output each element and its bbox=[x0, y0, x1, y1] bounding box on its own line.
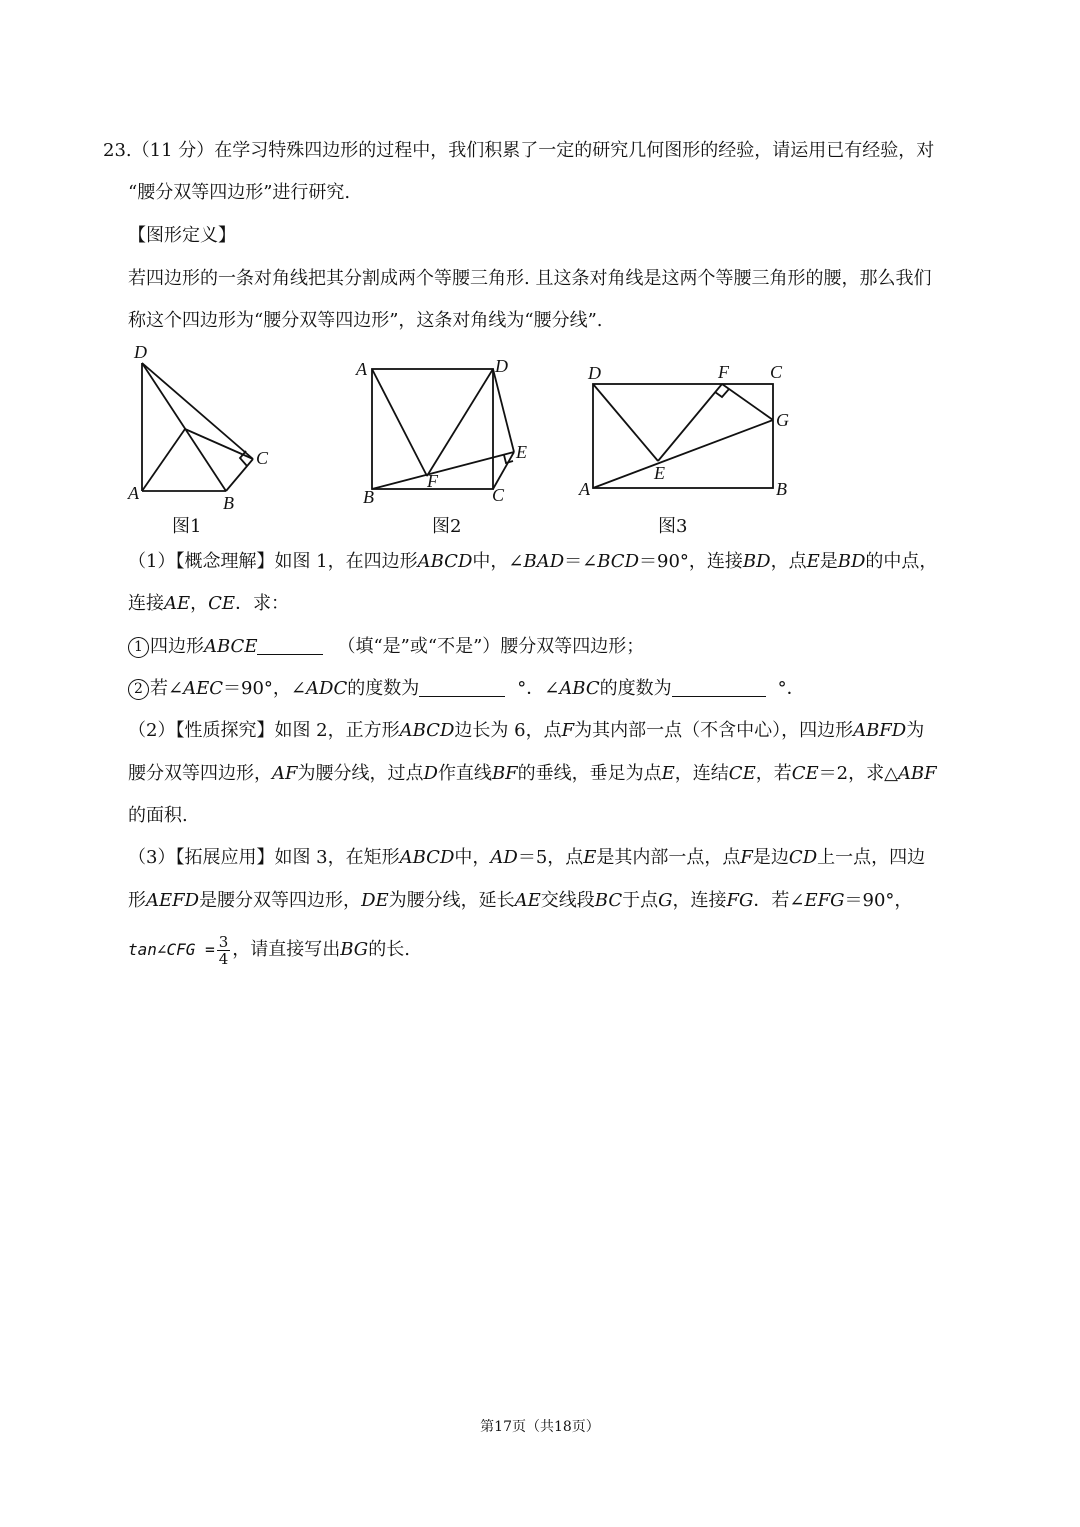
part3-line-1 bbox=[128, 846, 925, 870]
math-var: ABCD bbox=[399, 847, 455, 868]
math-var: F bbox=[561, 720, 575, 741]
math-var: BCD bbox=[597, 551, 640, 572]
text: 是边 bbox=[752, 847, 789, 868]
definition-line-1: 若四边形的一条对角线把其分割成两个等腰三角形. 且这条对角线是这两个等腰三角形的腰，那么我们 bbox=[128, 268, 932, 289]
fig1-label-A: A bbox=[128, 483, 139, 503]
definition-line-2: 称这个四边形为“腰分双等四边形”，这条对角线为“腰分线”. bbox=[128, 310, 603, 331]
problem-line-2: “腰分双等四边形”进行研究. bbox=[128, 182, 351, 203]
fig2-label-E: E bbox=[516, 442, 527, 462]
text: 上一点，四边 bbox=[817, 847, 926, 868]
text: 交线段 bbox=[540, 890, 595, 911]
math-var: E bbox=[583, 847, 597, 868]
text: ＝90°， bbox=[844, 890, 913, 911]
fig3-label-B: B bbox=[776, 479, 787, 499]
math-var: CD bbox=[788, 847, 818, 868]
figure-3-caption: 图3 bbox=[658, 516, 688, 537]
math-var: AF bbox=[272, 763, 298, 784]
part1-line-2 bbox=[128, 592, 289, 616]
text: 四边形 bbox=[150, 636, 204, 657]
part3-line-3 bbox=[128, 932, 410, 968]
math-var: AD bbox=[490, 847, 518, 868]
text: °． bbox=[777, 678, 805, 699]
math-var: BC bbox=[594, 890, 623, 911]
text: 连接 bbox=[128, 593, 164, 614]
math-var: AE bbox=[514, 890, 541, 911]
fraction-three-quarters bbox=[217, 934, 231, 967]
text: 是 bbox=[819, 551, 838, 572]
text: 中， bbox=[454, 847, 491, 868]
text: ，请直接写出 bbox=[232, 939, 341, 960]
text: 的垂线，垂足为点 bbox=[517, 763, 662, 784]
circled-number-2: 2 bbox=[128, 679, 149, 700]
fig2-label-B: B bbox=[363, 487, 374, 507]
section-heading-definition: 【图形定义】 bbox=[128, 225, 236, 246]
part2-line-2 bbox=[128, 762, 937, 786]
text: 若∠ bbox=[150, 678, 184, 699]
part2-line-3: 的面积. bbox=[128, 805, 188, 826]
math-var: ABCD bbox=[417, 551, 473, 572]
text: ，连结 bbox=[674, 763, 729, 784]
part3-line-2 bbox=[128, 889, 912, 913]
page-footer: 第17页（共18页） bbox=[480, 1419, 600, 1435]
fraction-denominator: 4 bbox=[218, 949, 229, 968]
text: ．若∠ bbox=[753, 890, 805, 911]
fig1-label-B: B bbox=[223, 493, 234, 513]
math-var: BF bbox=[491, 763, 518, 784]
answer-blank-1[interactable] bbox=[257, 636, 323, 655]
fig3-label-C: C bbox=[770, 362, 783, 382]
text: °．∠ bbox=[517, 678, 560, 699]
text: 作直线 bbox=[437, 763, 492, 784]
text: 为腰分线，过点 bbox=[297, 763, 424, 784]
text: ，若 bbox=[755, 763, 792, 784]
text: 的度数为 bbox=[347, 678, 420, 699]
text: ，连接 bbox=[672, 890, 727, 911]
math-var: ABCD bbox=[399, 720, 455, 741]
text: ＝90°，连接 bbox=[639, 551, 743, 572]
part1-question-2 bbox=[128, 677, 805, 701]
math-var: ADC bbox=[306, 678, 348, 699]
problem-line-1: 23.（11 分）在学习特殊四边形的过程中，我们积累了一定的研究几何图形的经验，请运用已有经验，对 bbox=[103, 140, 935, 161]
math-var: AEC bbox=[183, 678, 224, 699]
text: （2）【性质探究】如图 2，正方形 bbox=[128, 720, 400, 741]
text: ， bbox=[190, 593, 209, 614]
figure-3-diagram bbox=[570, 358, 800, 508]
fraction-numerator: 3 bbox=[218, 932, 229, 951]
fig3-label-A: A bbox=[579, 479, 590, 499]
math-var: ABCE bbox=[204, 636, 258, 657]
text: 形 bbox=[128, 890, 146, 911]
fig3-label-F: F bbox=[718, 362, 729, 382]
text: ．求： bbox=[235, 593, 290, 614]
text: （1）【概念理解】如图 1，在四边形 bbox=[128, 551, 418, 572]
answer-blank-3[interactable] bbox=[672, 678, 766, 697]
answer-blank-2[interactable] bbox=[419, 678, 505, 697]
fig3-label-D: D bbox=[588, 363, 601, 383]
figure-2-diagram bbox=[350, 348, 540, 518]
fig3-label-E: E bbox=[654, 463, 665, 483]
text: 边长为 6，点 bbox=[454, 720, 562, 741]
math-var: ABF bbox=[897, 763, 937, 784]
fig2-label-A: A bbox=[356, 359, 367, 379]
fig1-label-C: C bbox=[256, 448, 269, 468]
math-var: CE bbox=[208, 593, 236, 614]
text: ，点 bbox=[770, 551, 807, 572]
part1-question-1 bbox=[128, 635, 644, 659]
text: ＝5，点 bbox=[517, 847, 584, 868]
math-var: CE bbox=[791, 763, 819, 784]
math-var: BG bbox=[340, 939, 369, 960]
math-var: EFG bbox=[804, 890, 845, 911]
fig2-label-C: C bbox=[492, 485, 505, 505]
text: ＝90°，∠ bbox=[223, 678, 307, 699]
fig2-label-F: F bbox=[427, 471, 438, 491]
text: 为其内部一点（不含中心），四边形 bbox=[574, 720, 854, 741]
text: 是其内部一点，点 bbox=[596, 847, 741, 868]
text: 于点 bbox=[622, 890, 659, 911]
figure-1-caption: 图1 bbox=[172, 516, 202, 537]
text: 中，∠ bbox=[472, 551, 524, 572]
part2-line-1 bbox=[128, 719, 924, 743]
math-var: E bbox=[661, 763, 675, 784]
text: 为 bbox=[906, 720, 925, 741]
math-var: BD bbox=[837, 551, 866, 572]
figure-1-diagram bbox=[120, 338, 290, 518]
text: 的长. bbox=[368, 939, 410, 960]
text: 的度数为 bbox=[599, 678, 672, 699]
text: ＝∠ bbox=[564, 551, 598, 572]
part1-line-1 bbox=[128, 550, 937, 574]
text: ＝2，求△ bbox=[818, 763, 898, 784]
math-var: E bbox=[806, 551, 820, 572]
fig3-label-G: G bbox=[776, 410, 789, 430]
math-var: BD bbox=[742, 551, 771, 572]
circled-number-1: 1 bbox=[128, 637, 149, 658]
tan-expression: tan∠CFG = bbox=[128, 940, 215, 959]
figure-2-caption: 图2 bbox=[432, 516, 462, 537]
math-var: CE bbox=[728, 763, 756, 784]
math-var: AE bbox=[164, 593, 191, 614]
math-var: ABFD bbox=[853, 720, 907, 741]
math-var: D bbox=[423, 763, 438, 784]
math-var: DE bbox=[361, 890, 389, 911]
math-var: ABC bbox=[559, 678, 600, 699]
text: 腰分双等四边形， bbox=[128, 763, 272, 784]
math-var: BAD bbox=[523, 551, 565, 572]
text: 的中点， bbox=[865, 551, 938, 572]
text: 为腰分线，延长 bbox=[388, 890, 515, 911]
text: （填“是”或“不是”）腰分双等四边形； bbox=[337, 636, 645, 657]
fig1-label-D: D bbox=[134, 342, 147, 362]
text: （3）【拓展应用】如图 3，在矩形 bbox=[128, 847, 400, 868]
math-var: G bbox=[658, 890, 673, 911]
math-var: F bbox=[740, 847, 753, 868]
math-var: AEFD bbox=[146, 890, 200, 911]
math-var: FG bbox=[726, 890, 754, 911]
text: 是腰分双等四边形， bbox=[199, 890, 362, 911]
fig2-label-D: D bbox=[495, 356, 508, 376]
